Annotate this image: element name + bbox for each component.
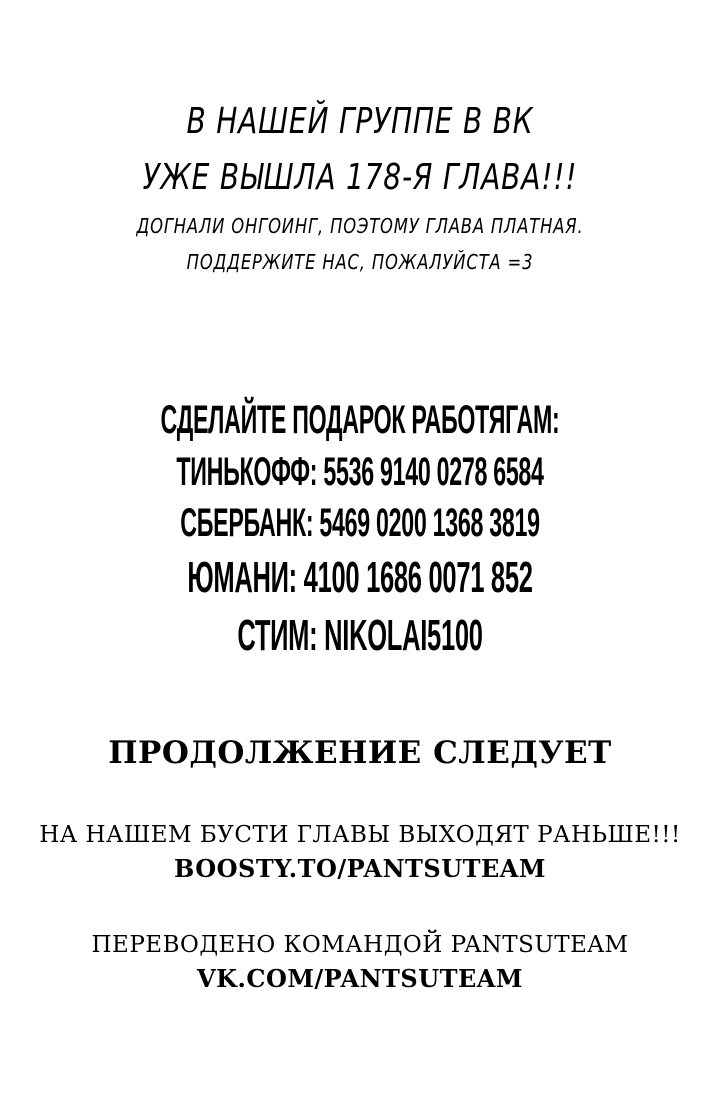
- boosty-link[interactable]: BOOSTY.TO/PANTSUTEAM: [174, 854, 546, 883]
- donations-heading: СДЕЛАЙТЕ ПОДАРОК РАБОТЯГАМ:: [160, 398, 560, 442]
- to-be-continued: ПРОДОЛЖЕНИЕ СЛЕДУЕТ: [108, 735, 612, 771]
- vk-link[interactable]: VK.COM/PANTSUTEAM: [197, 964, 523, 993]
- vk-notice-line-3: ДОГНАЛИ ОНГОИНГ, ПОЭТОМУ ГЛАВА ПЛАТНАЯ.: [136, 214, 584, 238]
- boosty-note: НА НАШЕМ БУСТИ ГЛАВЫ ВЫХОДЯТ РАНЬШЕ!!!: [39, 822, 681, 848]
- donation-yoomoney: ЮМАНИ: 4100 1686 0071 852: [187, 553, 533, 602]
- translated-by: ПЕРЕВОДЕНО КОМАНДОЙ PANTSUTEAM: [91, 932, 629, 958]
- donation-steam: СТИМ: NIKOLAI5100: [237, 611, 483, 660]
- vk-notice-line-2: УЖЕ ВЫШЛА 178-Я ГЛАВА!!!: [142, 157, 578, 198]
- vk-notice-line-1: В НАШЕЙ ГРУППЕ В ВК: [186, 101, 534, 142]
- donation-sberbank: СБЕРБАНК: 5469 0200 1368 3819: [180, 501, 540, 545]
- vk-notice-line-4: ПОДДЕРЖИТЕ НАС, ПОЖАЛУЙСТА =3: [186, 250, 534, 274]
- donation-tinkoff: ТИНЬКОФФ: 5536 9140 0278 6584: [176, 450, 544, 494]
